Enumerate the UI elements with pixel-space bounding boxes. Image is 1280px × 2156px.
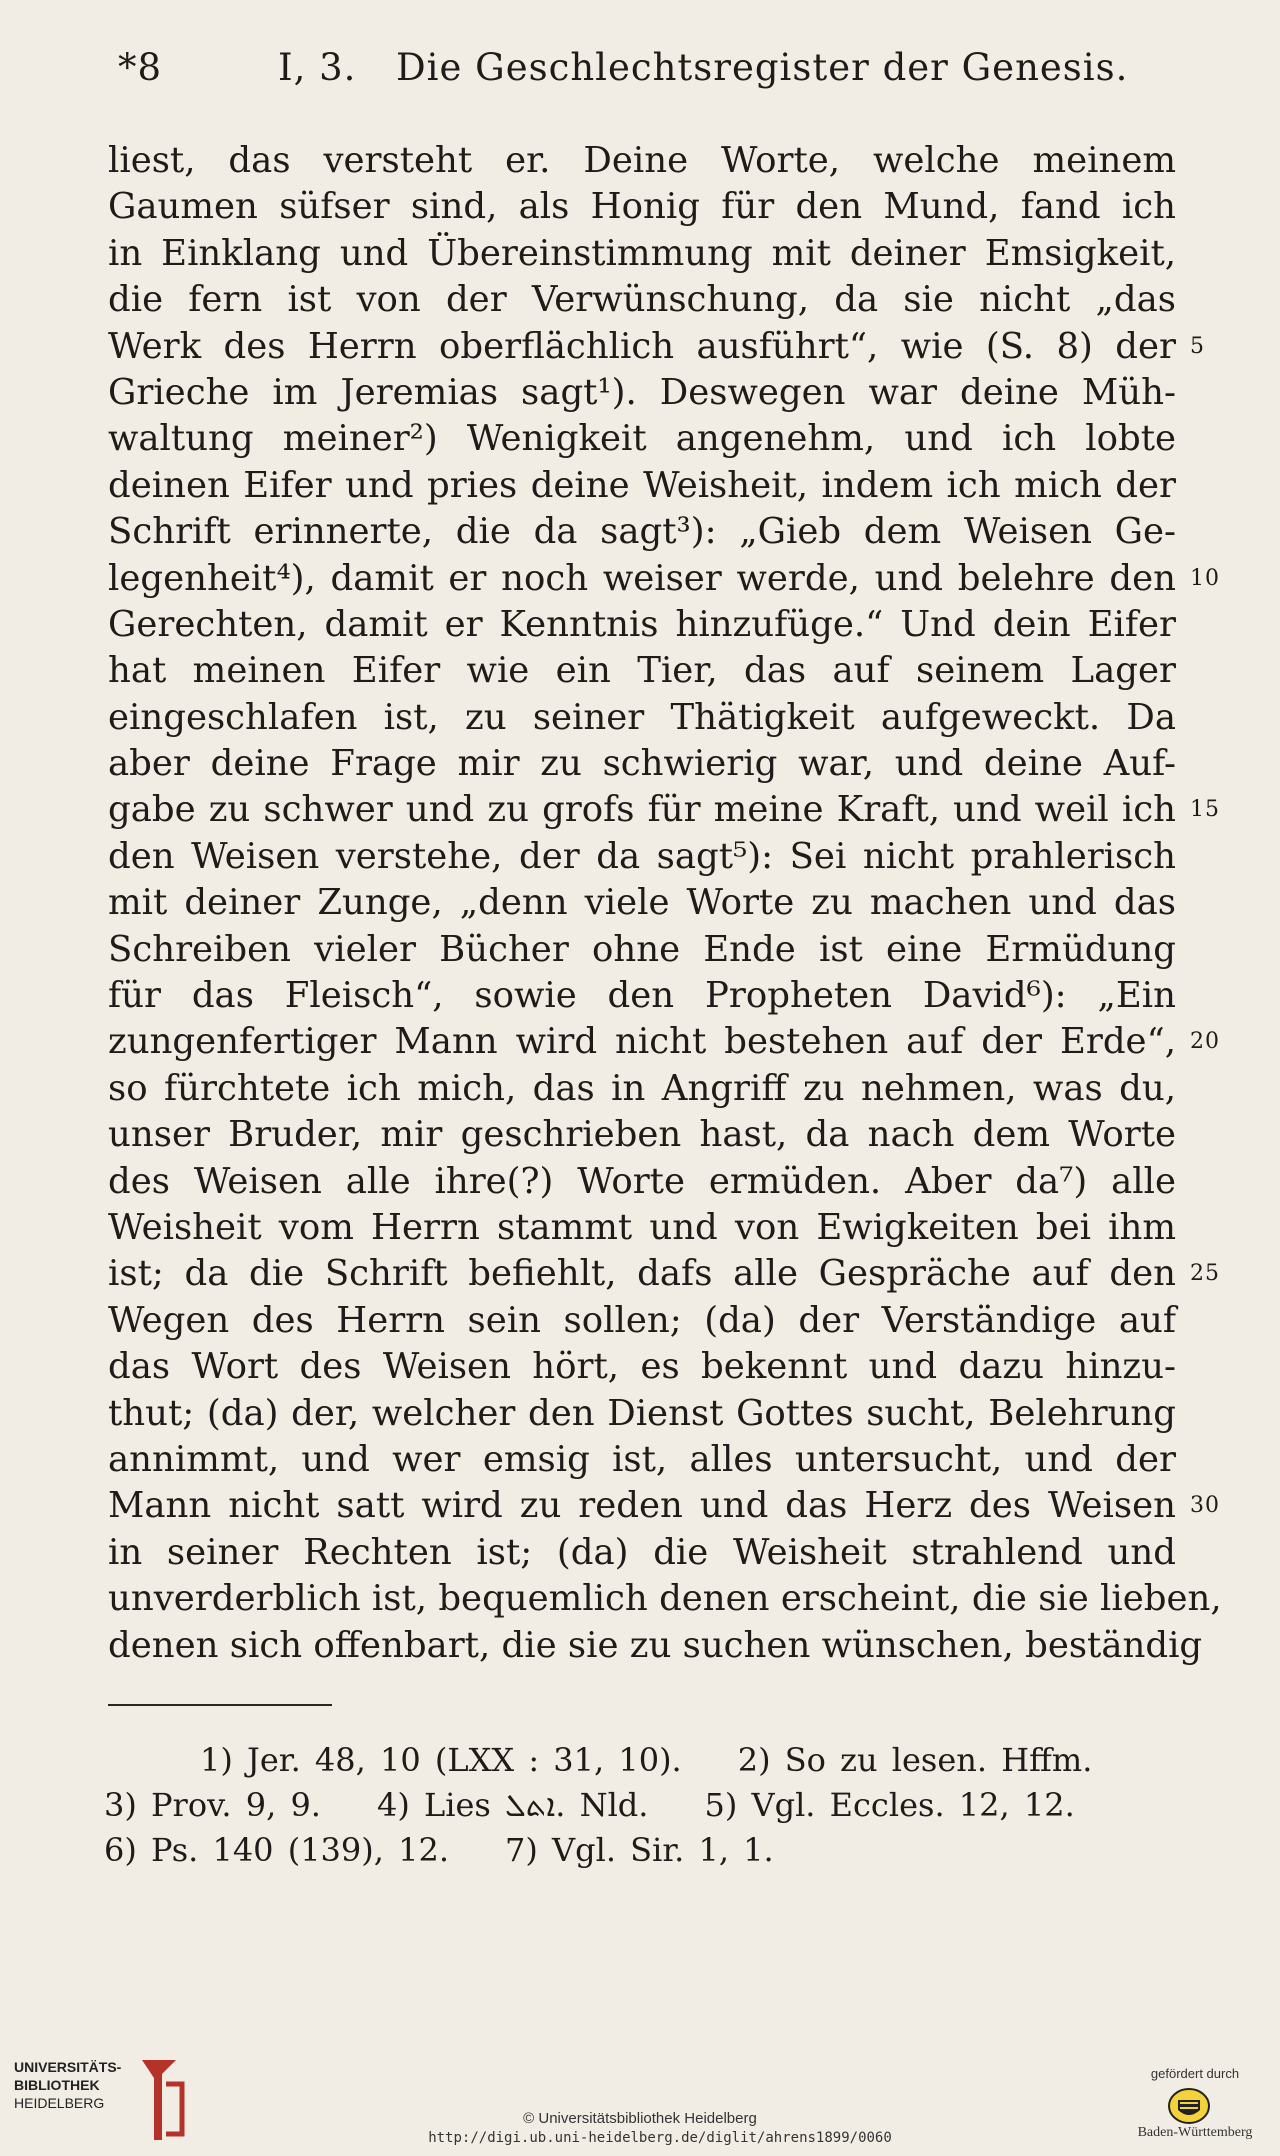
copyright-notice: © Universitätsbibliothek Heidelberg — [523, 2110, 757, 2127]
text-line: denen sich offenbart, die sie zu suchen wünschen, beständig — [108, 1624, 1203, 1666]
text-line: deinen Eifer und pries deine Weisheit, indem ich mich der — [108, 464, 1176, 506]
footnote: 4) Lies ܐܬܠ. Nld. — [376, 1786, 649, 1824]
library-mark-icon — [132, 2054, 188, 2142]
line-number: 20 — [1190, 1029, 1220, 1055]
text-line: Gaumen süfser sind, als Honig für den Mund, fand ich — [108, 186, 1176, 228]
text-line: in Einklang und Übereinstimmung mit deiner Emsigkeit, — [108, 232, 1176, 274]
text-line: zungenfertiger Mann wird nicht bestehen auf der Erde“, 20 — [108, 1019, 1176, 1065]
text-line: eingeschlafen ist, zu seiner Thätigkeit aufgeweckt. Da — [108, 696, 1176, 738]
text-line: Mann nicht satt wird zu reden und das Herz des Weisen 30 — [108, 1483, 1176, 1529]
body-text — [108, 138, 1222, 1669]
text-line: den Weisen verstehe, der da sagt⁵): Sei nicht prahlerisch — [108, 835, 1176, 877]
text-line: Grieche im Jeremias sagt¹). Deswegen war deine Müh- — [108, 371, 1176, 413]
text-line: Wegen des Herrn sein sollen; (da) der Verständige auf — [108, 1299, 1176, 1341]
line-number: 25 — [1190, 1261, 1220, 1287]
footnote: 3) Prov. 9, 9. — [104, 1786, 321, 1824]
library-logo[interactable] — [14, 2054, 184, 2144]
section-number: I, 3. — [278, 46, 357, 89]
coat-of-arms-icon — [1166, 2086, 1212, 2126]
library-name: UNIVERSITÄTS- BIBLIOTHEK HEIDELBERG — [14, 2059, 122, 2111]
sponsor-name: Baden-Württemberg — [1137, 2125, 1253, 2140]
text-line: liest, das versteht er. Deine Worte, welche meinem — [108, 140, 1176, 181]
line-number: 30 — [1190, 1493, 1220, 1519]
text-line: unverderblich ist, bequemlich denen erscheint, die sie lieben, — [108, 1578, 1222, 1620]
text-line: legenheit⁴), damit er noch weiser werde, und belehre den 10 — [108, 556, 1176, 602]
text-line: ist; da die Schrift befiehlt, dafs alle Gespräche auf den 25 — [108, 1251, 1176, 1297]
text-line: Weisheit vom Herrn stammt und von Ewigkeiten bei ihm — [108, 1206, 1176, 1248]
text-line: unser Bruder, mir geschrieben hast, da nach dem Worte — [108, 1114, 1176, 1156]
footnote: 5) Vgl. Eccles. 12, 12. — [704, 1786, 1075, 1824]
footnote-line — [104, 1783, 1176, 1828]
sponsor-caption: gefördert durch — [1150, 2066, 1240, 2081]
text-line: gabe zu schwer und zu grofs für meine Kraft, und weil ich 15 — [108, 787, 1176, 833]
source-url[interactable]: http://digi.ub.uni-heidelberg.de/diglit/ahrens1899/0060 — [428, 2130, 892, 2146]
text-line: hat meinen Eifer wie ein Tier, das auf seinem Lager — [108, 650, 1176, 692]
text-line: waltung meiner²) Wenigkeit angenehm, und ich lobte — [108, 418, 1176, 460]
line-number: 15 — [1190, 797, 1220, 823]
footnote-line — [104, 1738, 1176, 1783]
page-number: *8 — [118, 46, 163, 89]
line-number: 10 — [1190, 565, 1220, 591]
text-line: Gerechten, damit er Kenntnis hinzufüge.“ Und dein Eifer — [108, 603, 1176, 645]
footnote: 2) So zu lesen. Hffm. — [737, 1741, 1093, 1779]
text-line: Schreiben vieler Bücher ohne Ende ist eine Ermüdung — [108, 928, 1176, 970]
footnote: 1) Jer. 48, 10 (LXX : 31, 10). — [200, 1741, 682, 1779]
text-line: in seiner Rechten ist; (da) die Weisheit strahlend und — [108, 1531, 1176, 1573]
text-line: die fern ist von der Verwünschung, da sie nicht „das — [108, 279, 1176, 321]
text-line: des Weisen alle ihre(?) Worte ermüden. Aber da⁷) alle — [108, 1160, 1176, 1202]
footnote: 6) Ps. 140 (139), 12. — [104, 1831, 449, 1869]
text-line: das Wort des Weisen hört, es bekennt und dazu hinzu- — [108, 1346, 1176, 1388]
line-number: 5 — [1190, 333, 1205, 359]
footnote-divider — [108, 1704, 332, 1706]
text-line: aber deine Frage mir zu schwierig war, und deine Auf- — [108, 743, 1176, 785]
text-line: thut; (da) der, welcher den Dienst Gottes sucht, Belehrung — [108, 1392, 1176, 1434]
text-line: Werk des Herrn oberflächlich ausführt“, wie (S. 8) der 5 — [108, 324, 1176, 370]
text-line: annimmt, und wer emsig ist, alles untersucht, und der — [108, 1438, 1176, 1480]
footnotes — [104, 1738, 1176, 1873]
text-line: für das Fleisch“, sowie den Propheten David⁶): „Ein — [108, 975, 1176, 1017]
text-line: so fürchtete ich mich, das in Angriff zu nehmen, was du, — [108, 1067, 1176, 1109]
text-line: mit deiner Zunge, „denn viele Worte zu machen und das — [108, 882, 1176, 924]
footnote: 7) Vgl. Sir. 1, 1. — [504, 1831, 774, 1869]
text-line: Schrift erinnerte, die da sagt³): „Gieb dem Weisen Ge- — [108, 511, 1176, 553]
chapter-title: Die Geschlechtsregister der Genesis. — [396, 46, 1129, 89]
footnote-line — [104, 1828, 1176, 1873]
